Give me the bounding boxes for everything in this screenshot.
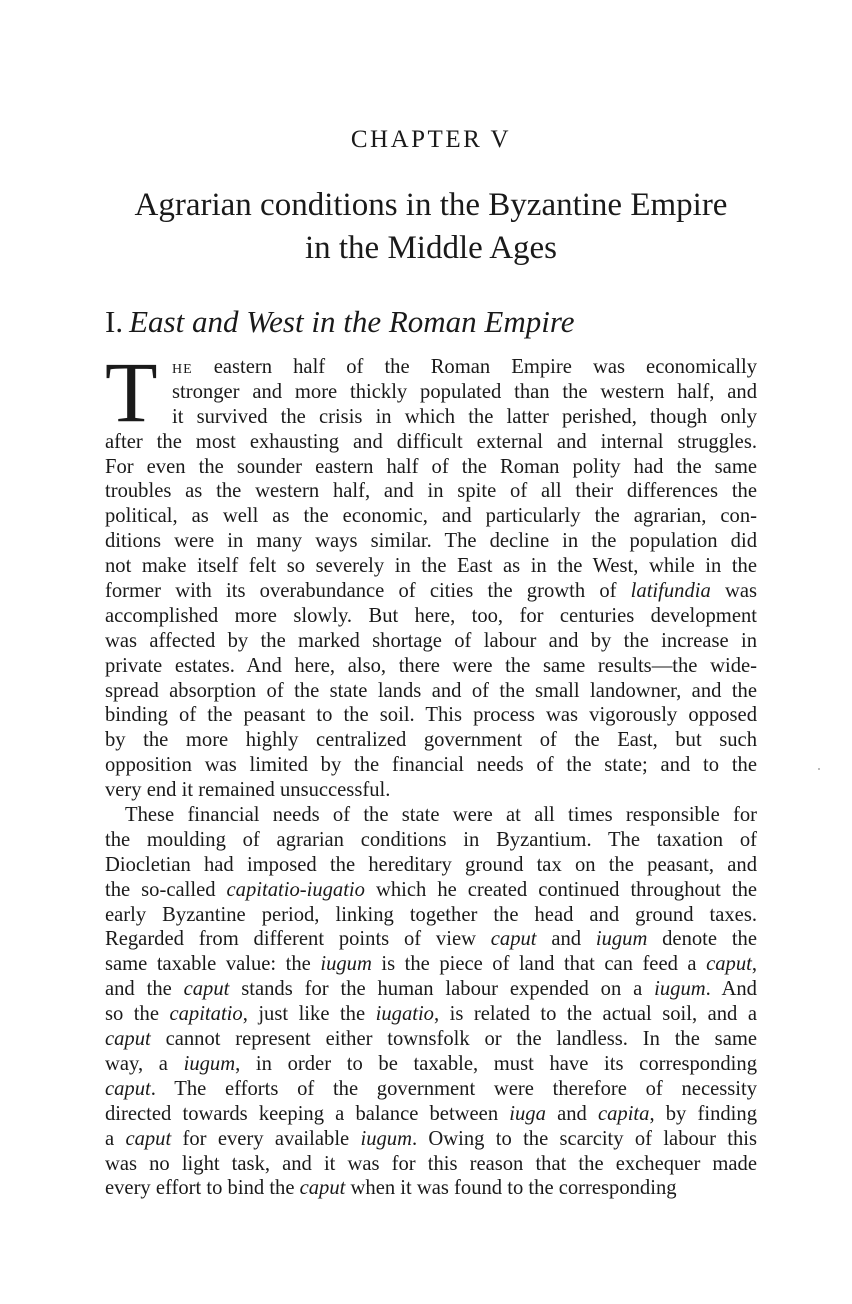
drop-cap: T [105, 344, 158, 440]
body-text [105, 344, 757, 1201]
text-segment: for every available [171, 1127, 361, 1150]
chapter-title-line-2: in the Middle Ages [304, 230, 558, 266]
text-line [105, 504, 757, 529]
small-caps-opening: he [172, 356, 193, 378]
text-segment: is the piece of land that can feed a [371, 953, 707, 976]
text-segment: was affected by the marked shortage of labour and by the increase in [105, 629, 757, 652]
text-line [105, 803, 757, 828]
text-line [105, 679, 757, 704]
text-line [105, 529, 757, 554]
text-segment: ditions were in many ways similar. The decline in the population did [105, 530, 757, 553]
chapter-label: CHAPTER V [350, 126, 512, 153]
text-line [105, 405, 757, 430]
text-segment: These financial needs of the state were at all times responsible for [125, 804, 757, 827]
text-segment: it survived the crisis in which the latter perished, though only [172, 405, 757, 428]
italic-term: caput [299, 1177, 346, 1200]
text-line [105, 1002, 757, 1027]
text-line [105, 778, 757, 803]
text-segment: cannot represent either townsfolk or the landless. In the same [150, 1028, 757, 1051]
text-line [105, 1102, 757, 1127]
text-line [105, 455, 757, 480]
text-segment: the so-called [105, 878, 227, 901]
text-segment: . Owing to the scarcity of labour this [411, 1127, 757, 1150]
text-segment: spread absorption of the state lands and of the small landowner, and the [105, 679, 757, 702]
chapter-title-line-1: Agrarian conditions in the Byzantine Empire [134, 187, 728, 223]
text-line [105, 554, 757, 579]
italic-term: caput [125, 1127, 172, 1150]
italic-term: caput [105, 1028, 151, 1051]
text-segment: For even the sounder eastern half of the Roman polity had the same [105, 455, 757, 478]
text-segment: which he created continued throughout the [364, 878, 757, 901]
chapter-title [105, 184, 757, 270]
scan-speck [818, 768, 820, 770]
italic-term: caput [490, 928, 537, 951]
text-segment: way, a [105, 1052, 184, 1075]
text-segment: and the [105, 978, 184, 1001]
text-line [105, 430, 757, 455]
section-heading [105, 302, 757, 342]
italic-term: capita [597, 1102, 650, 1125]
italic-term: caput [706, 953, 752, 976]
text-segment: , [751, 953, 757, 976]
text-segment: so the [105, 1003, 170, 1026]
text-segment: Regarded from different points of view [105, 928, 491, 951]
text-segment: a [105, 1127, 126, 1150]
text-line [105, 703, 757, 728]
text-segment: after the most exhausting and difficult external and internal struggles. [105, 430, 757, 453]
text-segment: eastern half of the Roman Empire was economically [192, 356, 757, 378]
text-line [105, 479, 757, 504]
text-segment: the moulding of agrarian conditions in Byzantium. The taxation of [105, 828, 757, 851]
italic-term: iugum [183, 1052, 236, 1075]
text-segment: by the more highly centralized government of the East, but such [105, 729, 757, 752]
text-line [105, 1152, 757, 1177]
text-segment: denote the [647, 928, 757, 951]
italic-term: iugum [654, 978, 706, 1001]
text-line [105, 977, 757, 1002]
text-segment: . And [705, 978, 757, 1001]
text-segment: same taxable value: the [105, 953, 321, 976]
text-segment: binding of the peasant to the soil. This process was vigorously opposed [105, 704, 757, 727]
italic-term: caput [183, 978, 230, 1001]
text-segment: when it was found to the corresponding [345, 1177, 677, 1200]
text-line [105, 927, 757, 952]
text-segment: . The efforts of the government were therefore of necessity [150, 1077, 757, 1100]
text-line [105, 753, 757, 778]
italic-term: latifundia [630, 580, 711, 603]
text-line [105, 380, 757, 405]
text-segment: and [545, 1102, 598, 1125]
text-segment: very end it remained unsuccessful. [105, 779, 391, 802]
text-segment: early Byzantine period, linking together the head and ground taxes. [105, 903, 757, 926]
text-segment: directed towards keeping a balance between [105, 1102, 510, 1125]
italic-term: capitatio [169, 1003, 243, 1026]
text-line [105, 604, 757, 629]
italic-term: caput [105, 1077, 151, 1100]
text-segment: Diocletian had imposed the hereditary ground tax on the peasant, and [105, 853, 757, 876]
section-number: I. [105, 304, 124, 339]
text-segment: political, as well as the economic, and particularly the agrarian, con- [105, 505, 757, 528]
text-line [105, 728, 757, 753]
text-segment: troubles as the western half, and in spite of all their differences the [105, 480, 757, 503]
text-segment: stands for the human labour expended on a [229, 978, 655, 1001]
text-segment: , is related to the actual soil, and a [433, 1003, 757, 1026]
text-segment: private estates. And here, also, there were the same results—the wide- [105, 654, 757, 677]
text-segment: former with its overabundance of cities the growth of [105, 580, 631, 603]
text-line [105, 654, 757, 679]
text-segment: opposition was limited by the financial needs of the state; and to the [105, 754, 757, 777]
italic-term: iugum [360, 1127, 412, 1150]
text-segment: , by finding [649, 1102, 757, 1125]
text-segment: not make itself felt so severely in the East as in the West, while in the [105, 555, 757, 578]
italic-term: capitatio-iugatio [226, 878, 365, 901]
text-line [105, 853, 757, 878]
text-segment: stronger and more thickly populated than the western half, and [172, 380, 757, 403]
text-segment: and [536, 928, 596, 951]
italic-term: iugatio [375, 1003, 434, 1026]
italic-term: iugum [320, 953, 372, 976]
text-line [105, 828, 757, 853]
section-title: East and West in the Roman Empire [129, 304, 575, 339]
text-line [105, 629, 757, 654]
text-segment: , in order to be taxable, must have its corresponding [235, 1052, 757, 1075]
italic-term: iugum [595, 928, 648, 951]
text-line [105, 579, 757, 604]
text-segment: , just like the [242, 1003, 376, 1026]
text-line [105, 1176, 757, 1201]
text-line [105, 1052, 757, 1077]
text-line [105, 903, 757, 928]
text-segment: every effort to bind the [105, 1177, 300, 1200]
text-segment: was [710, 580, 757, 603]
text-line [105, 1077, 757, 1102]
italic-term: iuga [509, 1102, 546, 1125]
text-line [105, 952, 757, 977]
text-line [105, 1027, 757, 1052]
text-line [105, 1127, 757, 1152]
text-segment: accomplished more slowly. But here, too, for centuries development [105, 604, 757, 627]
text-line [105, 878, 757, 903]
text-line [105, 355, 757, 380]
text-segment: was no light task, and it was for this reason that the exchequer made [105, 1152, 757, 1175]
